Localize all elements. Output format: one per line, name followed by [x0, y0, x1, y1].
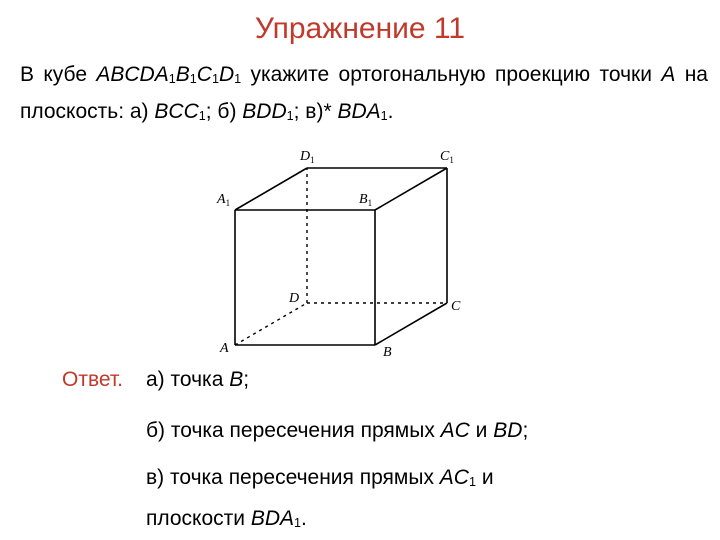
edge-BC [375, 303, 447, 345]
label-D1: $D_1$ [300, 149, 315, 165]
exercise-title: Упражнение 11 [254, 12, 466, 45]
answer-a: а) точка B; [146, 368, 250, 391]
edge-AD [235, 303, 307, 345]
problem-statement: В кубе $ABCDA_1B_1C_1D_1$ укажите ортогональную проекцию точки A на плоскость: а) $BCC_1$; б) $BDD_1$; в)* $BDA_1$. [20, 63, 708, 123]
edge-B1C1 [375, 168, 447, 210]
answer-c-line2: плоскости $BDA_1$. [146, 507, 307, 530]
label-A: A [220, 341, 229, 356]
answer-b: б) точка пересечения прямых AC и BD; [146, 419, 529, 442]
label-D: D [289, 291, 300, 306]
label-C: C [451, 299, 461, 314]
edge-A1D1 [235, 168, 307, 210]
answer-c-line1: в) точка пересечения прямых $AC_1$ и [146, 466, 494, 489]
label-B1: $B_1$ [359, 192, 373, 208]
label-C1: $C_1$ [440, 149, 454, 165]
answer-label: Ответ. [62, 368, 123, 391]
label-B: B [383, 345, 392, 360]
label-A1: $A_1$ [217, 192, 231, 208]
